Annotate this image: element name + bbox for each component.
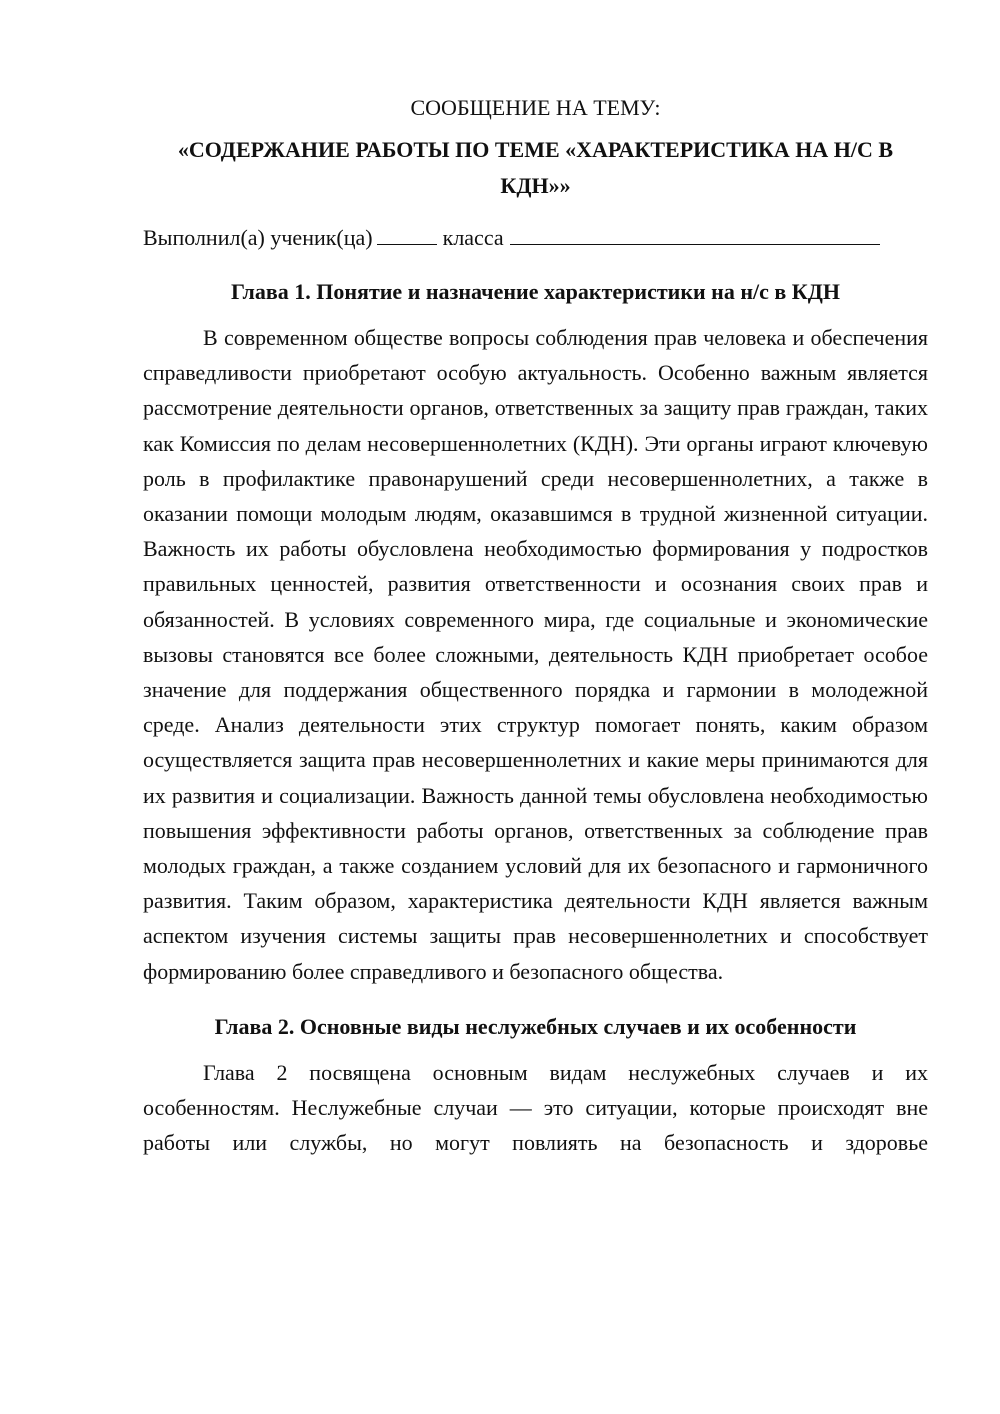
- document-page: [143, 92, 928, 1160]
- chapter-1-heading: Глава 1. Понятие и назначение характеристики на н/с в КДН: [231, 279, 840, 304]
- document-title: «СОДЕРЖАНИЕ РАБОТЫ ПО ТЕМЕ «ХАРАКТЕРИСТИКА НА Н/С В КДН»»: [177, 137, 894, 198]
- author-prefix: Выполнил(а) ученик(ца): [143, 225, 373, 250]
- author-name-blank: [510, 224, 880, 245]
- chapter-2-paragraph: Глава 2 посвящена основным видам неслужебных случаев и их особенностям. Неслужебные случаи — это ситуации, которые происходят вне работы или службы, но могут повлиять на безопасность и здоровье: [143, 1059, 928, 1156]
- chapter-2-heading: Глава 2. Основные виды неслужебных случаев и их особенности: [214, 1013, 857, 1039]
- author-line: [143, 222, 928, 254]
- document-header-line: СООБЩЕНИЕ НА ТЕМУ:: [410, 95, 661, 120]
- chapter-1-paragraph: В современном обществе вопросы соблюдения прав человека и обеспечения справедливости приобретают особую актуальность. Особенно важным является рассмотрение деятельности органов, ответственных за защиту прав граждан, таких как Комиссия по делам несовершеннолетних (КДН). Эти органы играют ключевую роль в профилактике правонарушений среди несовершеннолетних, а также в оказании помощи молодым людям, оказавшимся в трудной жизненной ситуации. Важность их работы обусловлена необходимостью формирования у подростков правильных ценностей, развития ответственности и осознания своих прав и обязанностей. В условиях современного мира, где социальные и экономические вызовы становятся все более сложными, деятельность КДН приобретает особое значение для поддержания общественного порядка и гармонии в молодежной среде. Анализ деятельности этих структур помогает понять, каким образом осуществляется защита прав несовершеннолетних и какие меры принимаются для их развития и социализации. Важность данной темы обусловлена необходимостью повышения эффективности работы органов, ответственных за соблюдение прав молодых граждан, а также созданием условий для их безопасного и гармоничного развития. Таким образом, характеристика деятельности КДН является важным аспектом изучения системы защиты прав несовершеннолетних и способствует формированию более справедливого и безопасного общества.: [143, 325, 928, 984]
- author-class-label: класса: [442, 225, 504, 250]
- class-number-blank: [377, 224, 437, 245]
